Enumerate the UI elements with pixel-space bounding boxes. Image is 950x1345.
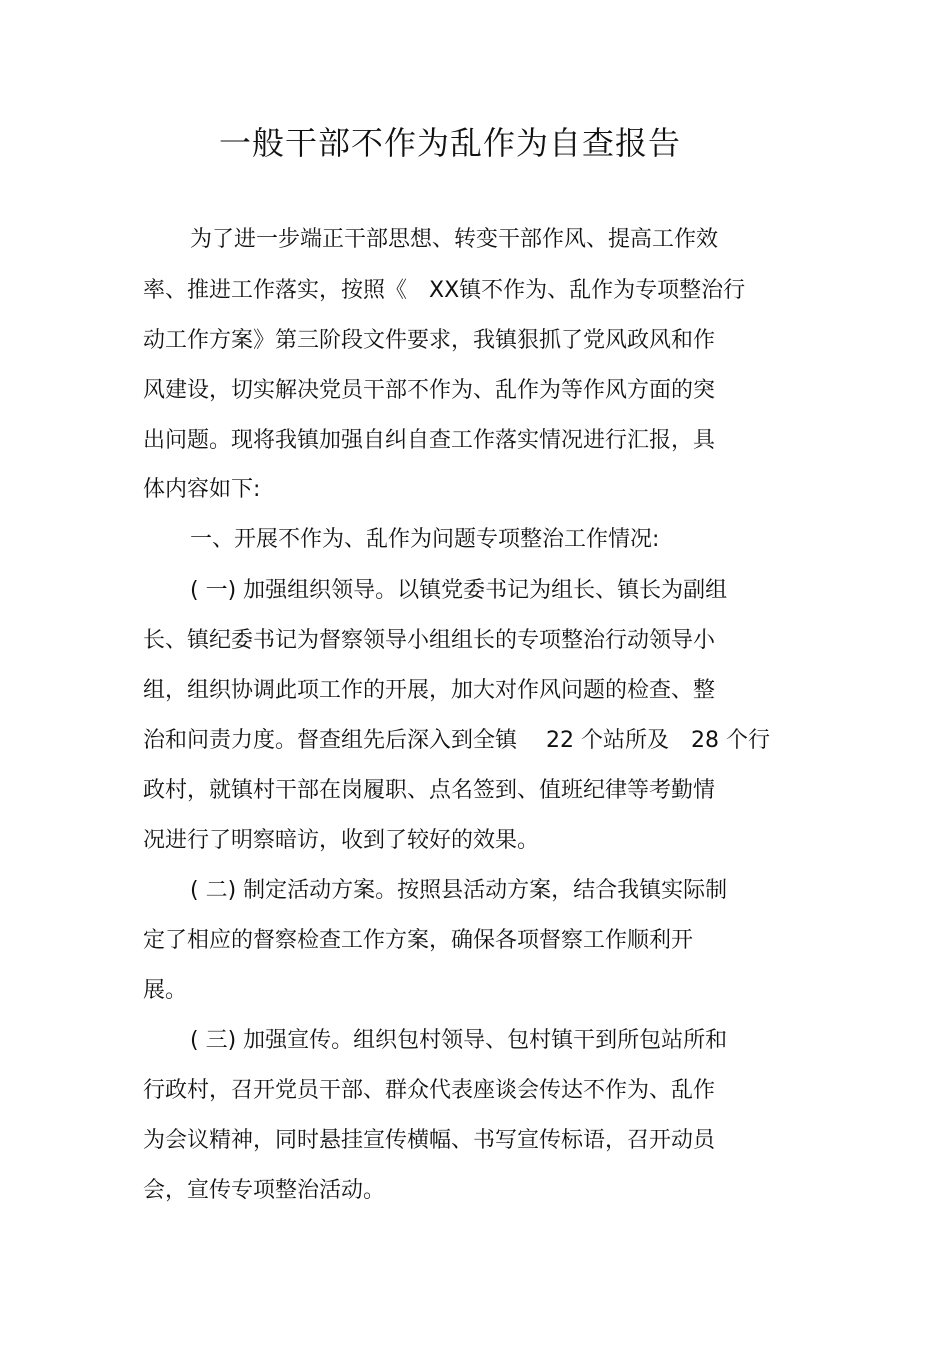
paragraph-line: 会，宣传专项整治活动。 [143,1178,386,1203]
paragraph-line: ( 二) 制定活动方案。按照县活动方案，结合我镇实际制 [190,878,728,903]
paragraph-line: 行政村，召开党员干部、群众代表座谈会传达不作为、乱作 [143,1078,716,1103]
paragraph-line: 风建设，切实解决党员干部不作为、乱作为等作风方面的突 [143,378,716,403]
paragraph-line: 为了进一步端正干部思想、转变干部作风、提高工作效 [190,227,719,252]
paragraph-line: 政村，就镇村干部在岗履职、点名签到、值班纪律等考勤情 [143,778,716,803]
paragraph-line: 为会议精神，同时悬挂宣传横幅、书写宣传标语，召开动员 [143,1128,716,1153]
paragraph-line: 治和问责力度。督查组先后深入到全镇 22 个站所及 28 个行 [143,728,770,753]
paragraph-line: 出问题。现将我镇加强自纠自查工作落实情况进行汇报，具 [143,428,716,453]
paragraph-line: 体内容如下: [143,477,261,502]
paragraph-line: ( 三) 加强宣传。组织包村领导、包村镇干到所包站所和 [190,1028,728,1053]
paragraph-line: 长、镇纪委书记为督察领导小组组长的专项整治行动领导小 [143,628,716,653]
paragraph-line: ( 一) 加强组织领导。以镇党委书记为组长、镇长为副组 [190,578,728,603]
paragraph-line: 动工作方案》第三阶段文件要求，我镇狠抓了党风政风和作 [143,328,716,353]
paragraph-line: 展。 [143,978,188,1003]
paragraph-line: 组，组织协调此项工作的开展，加大对作风问题的检查、整 [143,678,716,703]
section-heading: 一、开展不作为、乱作为问题专项整治工作情况: [190,527,660,552]
paragraph-line: 况进行了明察暗访，收到了较好的效果。 [143,828,540,853]
paragraph-line: 定了相应的督察检查工作方案，确保各项督察工作顺利开 [143,928,694,953]
paragraph-line: 率、推进工作落实，按照《 XX镇不作为、乱作为专项整治行 [143,278,746,303]
document-title: 一般干部不作为乱作为自查报告 [218,124,681,162]
